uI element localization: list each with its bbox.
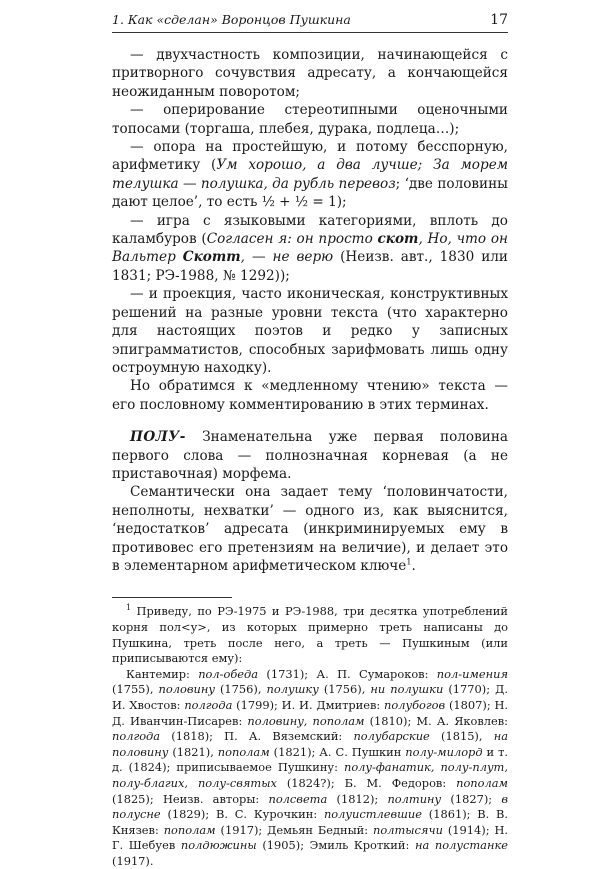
citation-text: (1818); П. А. Вяземский: [160, 729, 354, 744]
list-item: — двухчастность композиции, начинающейся с притворного сочувствия адресату, а кончающейся неожиданным поворотом; [112, 47, 508, 100]
citation-text: (1812); [327, 791, 388, 806]
citation-word: полгода [184, 697, 233, 712]
running-header [112, 12, 508, 33]
paragraph: Семантически она задает тему ‘половинчатости, неполноты, нехватки’ — одного из, как выяснится, ‘недостатков’ адресата (инкриминируемых ему в противовес его претензиям на величие), и делает это в элементарном арифметическом ключе$^1$. [112, 484, 508, 574]
list-item: — игра с языковыми категориями, вплоть до каламбуров (Согласен я: он просто скот, Но, что он Вальтер Скотт, — не верю (Неизв. авт., 1830 или 1831; РЭ-1988, № 1292)); [112, 212, 508, 284]
paragraph: Но обратимся к «медленному чтению» текста — его пословному комментированию в этих терминах. [112, 378, 508, 413]
citation-text: и т. д. (1824); приписываемое Пушкину: [112, 744, 508, 775]
citation-word: пополам [456, 775, 508, 790]
citation-text: (1917); Демьян Бедный: [215, 822, 374, 837]
list-item: — опора на простейшую, и потому бесспорную, арифметику (Ум хорошо, а два лучше; За морем телушка — полушка, да рубль перевоз; ‘две половины дают целое’, то есть ½ + ½ = 1); [112, 139, 509, 211]
citation-word: на половину [112, 729, 508, 759]
citation-word: полуистлевшие [323, 807, 422, 822]
citation-word: половину [158, 682, 215, 697]
citation-word: пополам [217, 744, 270, 759]
citation-text: (1905); Эмиль Кроткий: [256, 838, 415, 853]
citation-word: пол-имения [436, 666, 508, 681]
citation-word: половину, пополам [247, 713, 365, 728]
section-paragraph: ПОЛУ- Знаменательна уже первая половина первого слова — полнозначная корневая (а не приставочная) морфема. [112, 429, 508, 482]
footnote-intro: $^1$ Приведу, по РЭ-1975 и РЭ-1988, три десятка употреблений корня пол<у>, из которых примерно треть написаны до Пушкина, треть после него, а треть — Пушкиным (или приписываются ему): [112, 603, 508, 666]
citation-text: (1807); Н. Д. Иванчин-Писарев: [112, 697, 508, 728]
citation-text: (1810); М. А. Яковлев: [364, 713, 509, 728]
citation-text: (1914); Н. Г. Шебуев [112, 822, 509, 853]
citation-text: (1827); [441, 791, 502, 806]
citation-word: полтысячи [373, 822, 443, 837]
citation-text: (1829); В. С. Курочкин: [160, 807, 324, 822]
citation-word: полу-фанатик, полу-плут, полу-благих, полу-святых [112, 760, 508, 790]
section-heading: ПОЛУ- [130, 429, 186, 446]
citation-text: (1799); И. И. Дмитриев: [232, 697, 385, 712]
page-number: 17 [490, 12, 508, 28]
footnote-marker: 1 [126, 603, 132, 613]
citation-text: (1821); А. С. Пушкин [269, 744, 406, 759]
citation-word: пол-обеда [198, 666, 259, 681]
citation-text: (1755), [112, 682, 159, 697]
footnote-citation-list [112, 667, 508, 869]
citation-word: полгода [112, 729, 161, 744]
citation-text: (1824?); Б. М. Федоров: [276, 775, 457, 790]
citation-word: полубарские [353, 729, 430, 744]
citation-word: полу-милорд [405, 744, 483, 759]
footnote [112, 604, 508, 869]
citation-text: (1825); Неизв. авторы: [112, 791, 269, 806]
citation-text: (1756), [318, 682, 371, 697]
citation-text: (1861); В. В. Князев: [112, 807, 509, 837]
citation-word: пополам [163, 822, 216, 837]
citation-word: полдюжины [180, 838, 257, 853]
main-text [112, 46, 508, 869]
citation-word: полушку [266, 682, 319, 697]
citation-word: на полустанке [414, 838, 508, 853]
footnote-divider [112, 597, 232, 598]
citation-word: полсвета [268, 791, 328, 806]
running-title: 1. Как «сделан» Воронцов Пушкина [112, 12, 351, 27]
citation-word: полубогов [384, 697, 446, 712]
list-item: — и проекция, часто иконическая, конструктивных решений на разные уровни текста (что характерно для настоящих поэтов и редко у записных эпиграмматистов, способных зарифмовать лишь одну остроумную находку). [112, 286, 508, 376]
citation-text: (1731); А. П. Сумароков: [258, 666, 437, 681]
citation-word: ни полушки [370, 682, 444, 697]
citation-text: (1821), [168, 744, 218, 759]
citation-text: Кантемир: [126, 666, 199, 681]
citation-word: в полусне [112, 791, 508, 822]
citation-word: полтину [387, 791, 442, 806]
citation-text: (1815), [429, 729, 494, 744]
list-item: — оперирование стереотипными оценочными топосами (торгаша, плебея, дурака, подлеца…); [112, 102, 508, 137]
footnote-ref[interactable]: 1 [406, 557, 412, 567]
citation-text: (1770); Д. И. Хвостов: [112, 682, 508, 712]
citation-text: (1917). [112, 853, 154, 868]
citation-text: (1756), [214, 682, 267, 697]
